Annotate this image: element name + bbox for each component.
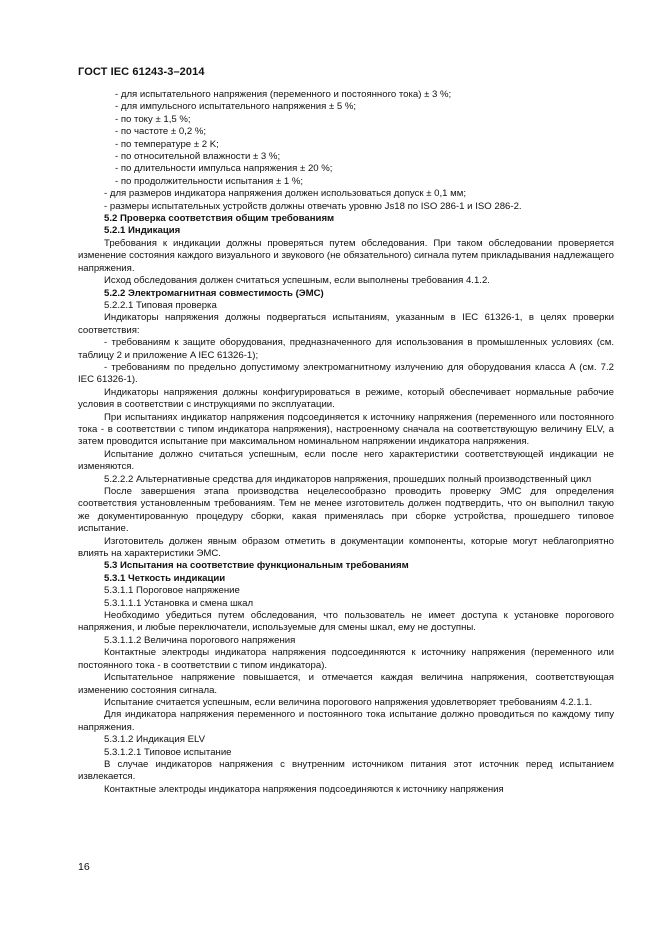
paragraph: 5.2.2.1 Типовая проверка	[104, 299, 217, 311]
document-body	[78, 89, 614, 796]
paragraph: 5.3 Испытания на соответствие функциональным требованиям	[104, 560, 409, 572]
paragraph: 5.3.1.1 Пороговое напряжение	[104, 585, 240, 597]
paragraph: Изготовитель должен явным образом отметить в документации компоненты, которые могут неблагоприятно влиять на характеристики ЭМС.	[78, 535, 614, 560]
paragraph: Испытание считается успешным, если величина порогового напряжения удовлетворяет требованиям 4.2.1.1.	[104, 696, 593, 708]
paragraph: - по току ± 1,5 %;	[115, 113, 191, 125]
paragraph: 5.3.1.2 Индикация ELV	[104, 734, 206, 746]
paragraph: 5.3.1.1.2 Величина порогового напряжения	[104, 634, 296, 646]
paragraph: Для индикатора напряжения переменного и постоянного тока испытание должно проводиться по каждому типу напряжения.	[78, 709, 614, 733]
paragraph: 5.3.1 Четкость индикации	[104, 572, 226, 584]
paragraph: Необходимо убедиться путем обследования, что пользователь не имеет доступа к установке порогового напряжения, и любые переключатели, используемые для смены шкал, ему не доступны.	[78, 610, 614, 634]
paragraph: - по относительной влажности ± 3 %;	[115, 151, 281, 163]
paragraph: 5.2.1 Индикация	[104, 225, 181, 237]
paragraph: Требования к индикации должны проверяться путем обследования. При таком обследовании проверяется изменение состояния каждого визуального и звукового (не обязательного) сигнала путем прикладывания надлежащего напряжения.	[78, 237, 614, 274]
paragraph: 5.2.2 Электромагнитная совместимость (ЭМС)	[104, 287, 324, 299]
paragraph: - для испытательного напряжения (переменного и постоянного тока) ± 3 %;	[115, 89, 452, 100]
paragraph: - для импульсного испытательного напряжения ± 5 %;	[115, 101, 357, 113]
paragraph: Контактные электроды индикатора напряжения подсоединяются к источнику напряжения (переменного или постоянного тока - в соответствии с типом индикатора).	[78, 647, 614, 671]
paragraph: 5.3.1.1.1 Установка и смена шкал	[104, 597, 254, 609]
paragraph: После завершения этапа производства нецелесообразно проводить проверку ЭМС для определения соответствия установленным требованиям. Тем не менее изготовитель должен подтвердить, что он выполнил такую же документированную процедуру сборки, какая применялась при сборке устройства, прошедшего типовое испытание.	[78, 486, 614, 535]
paragraph: - требованиям к защите оборудования, предназначенного для использования в промышленных условиях (см. таблицу 2 и приложение A IEC 61326-1);	[78, 337, 614, 361]
paragraph: - по частоте ± 0,2 %;	[115, 126, 207, 138]
paragraph: 5.3.1.2.1 Типовое испытание	[104, 746, 232, 758]
paragraph: - по продолжительности испытания ± 1 %;	[115, 175, 304, 187]
paragraph: - для размеров индикатора напряжения должен использоваться допуск ± 0,1 мм;	[104, 188, 467, 200]
paragraph: - требованиям по предельно допустимому электромагнитному излучению для оборудования класса A (см. 7.2 IEC 61326-1).	[78, 361, 614, 386]
paragraph: - по температуре ± 2 K;	[115, 138, 219, 150]
document-header: ГОСТ IEC 61243-3–2014	[78, 66, 205, 78]
page-number: 16	[78, 861, 90, 873]
paragraph: Индикаторы напряжения должны подвергаться испытаниям, указанным в IEC 61326-1, в целях проверки соответствия:	[78, 312, 614, 336]
paragraph: 5.2 Проверка соответствия общим требованиям	[104, 213, 335, 225]
paragraph: Исход обследования должен считаться успешным, если выполнены требования 4.1.2.	[104, 275, 490, 287]
paragraph: Индикаторы напряжения должны конфигурироваться в режиме, который обеспечивает нормальные рабочие условия в соответствии с инструкциями по эксплуатации.	[78, 386, 614, 411]
paragraph: Контактные электроды индикатора напряжения подсоединяются к источнику напряжения	[104, 783, 504, 795]
paragraph: При испытаниях индикатор напряжения подсоединяется к источнику напряжения (переменного или постоянного тока - в соответствии с типом индикатора напряжения), настроенному сначала на соответствующую величину ELV, а затем проводится испытание при максимальном номинальном напряжении индикатора напряжения.	[78, 411, 614, 448]
paragraph: - по длительности импульса напряжения ± 20 %;	[115, 163, 333, 175]
paragraph: - размеры испытательных устройств должны отвечать уровню Js18 по ISO 286-1 и ISO 286-2.	[104, 200, 522, 212]
paragraph: 5.2.2.2 Альтернативные средства для индикаторов напряжения, прошедших полный производственный цикл	[104, 473, 592, 485]
paragraph: Испытание должно считаться успешным, если после него характеристики соответствующей индикации не изменяются.	[78, 448, 614, 473]
paragraph: Испытательное напряжение повышается, и отмечается каждая величина напряжения, соответствующая изменению состояния сигнала.	[78, 672, 614, 696]
paragraph: В случае индикаторов напряжения с внутренним источником питания этот источник перед испытанием извлекается.	[78, 758, 614, 783]
